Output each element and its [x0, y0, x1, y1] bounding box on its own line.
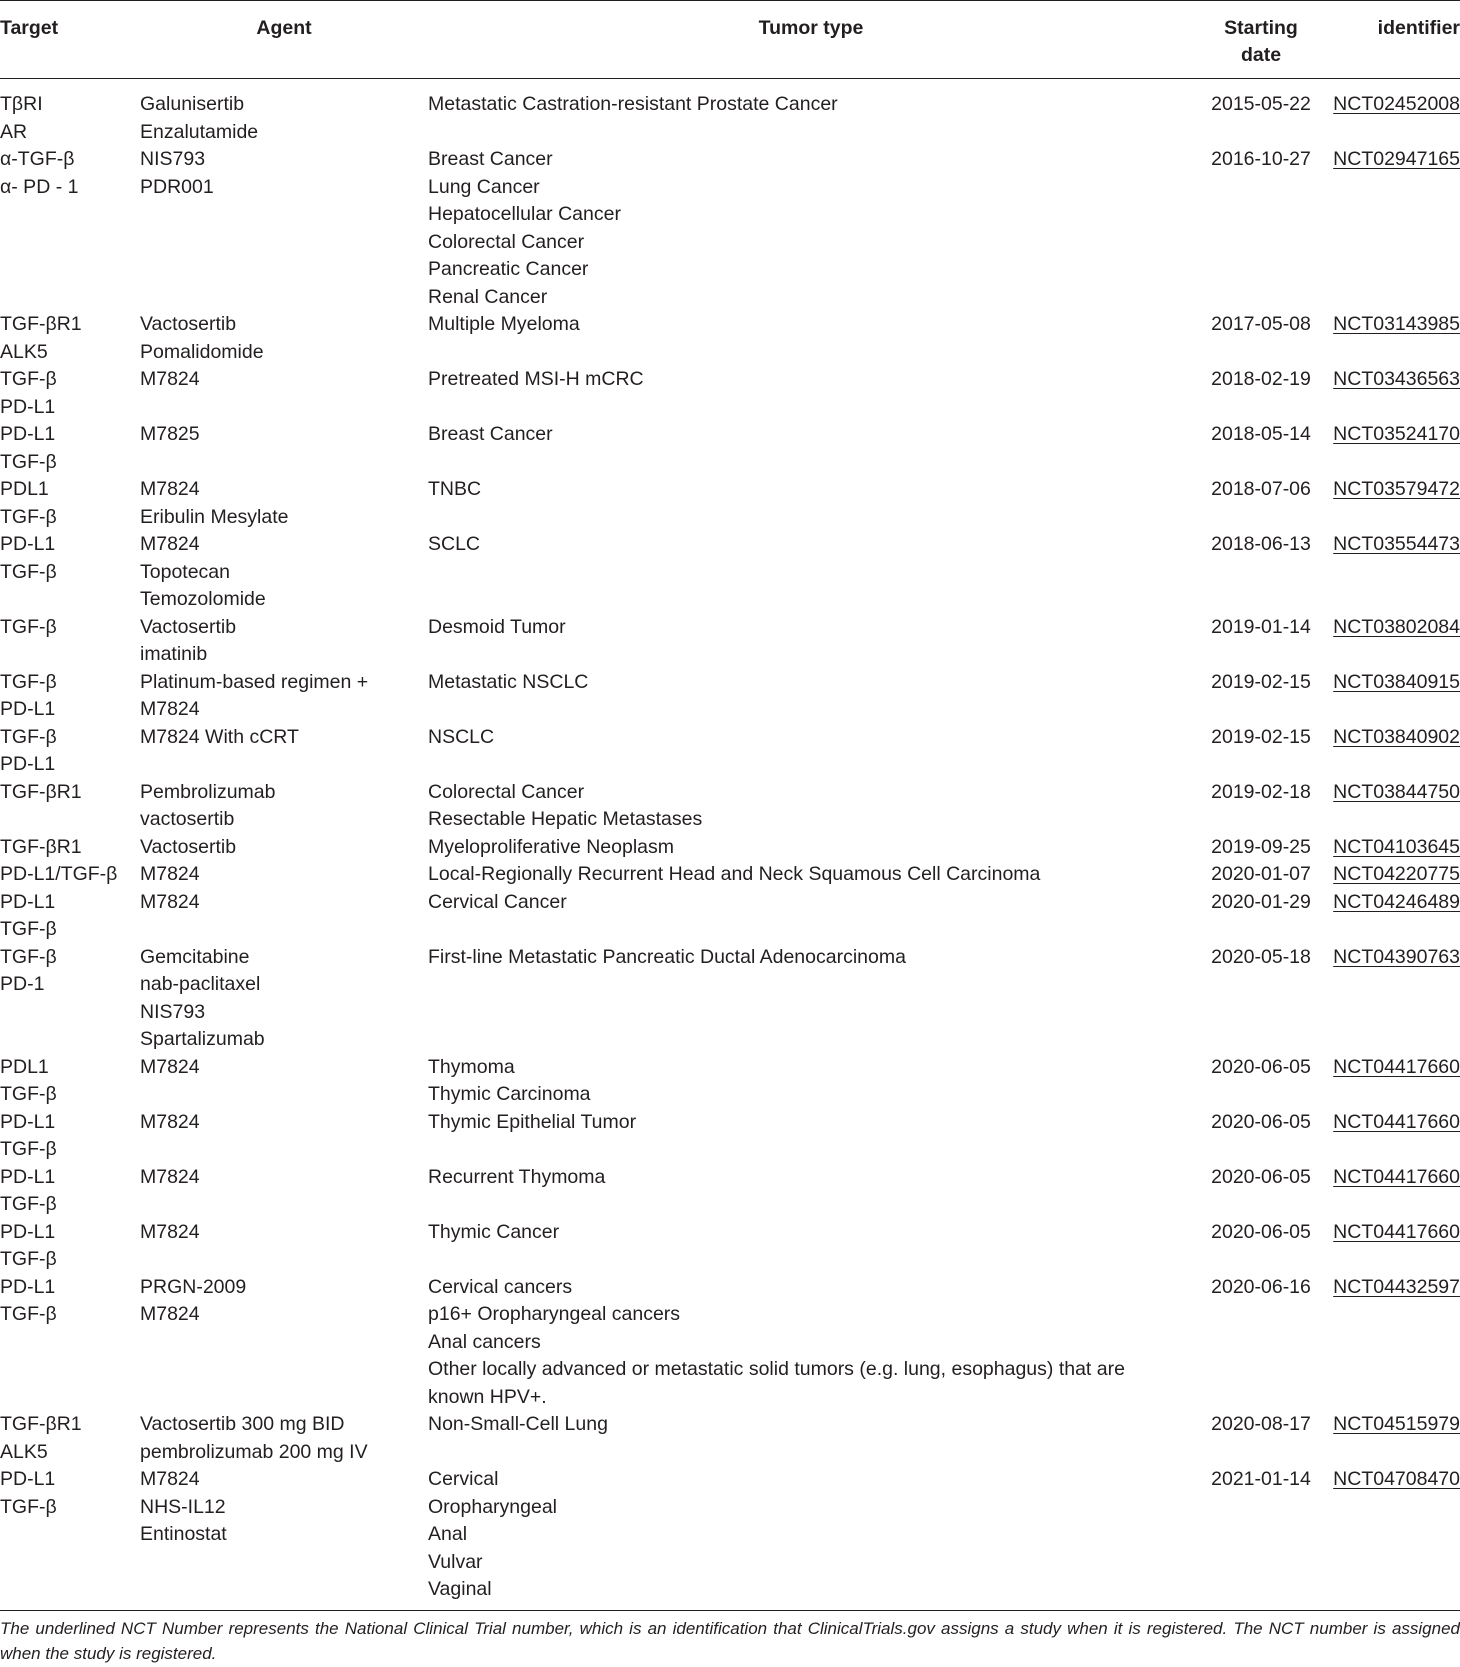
target-cell-line: TGF-βR1: [0, 780, 82, 803]
tumor-type-cell: [428, 834, 1194, 862]
target-cell-line: PD-L1: [0, 1110, 56, 1133]
header-tumor-type: Tumor type: [428, 1, 1194, 79]
agent-cell: [140, 1274, 428, 1412]
agent-cell: [140, 861, 428, 889]
table-row: [0, 1109, 1460, 1164]
starting-date-cell: 2020-01-29: [1211, 890, 1311, 913]
agent-cell-line: M7825: [140, 423, 200, 445]
starting-date-cell: 2020-06-05: [1211, 1165, 1311, 1188]
target-cell-line: α-TGF-β: [0, 148, 75, 170]
starting-date-cell: 2021-01-14: [1211, 1468, 1311, 1490]
target-cell: [0, 1219, 140, 1274]
identifier-cell: [1328, 944, 1460, 1054]
target-cell-line: PD-L1: [0, 423, 56, 445]
target-cell-line: TGF-β: [0, 918, 57, 940]
tumor-type-cell-line: Pretreated MSI-H mCRC: [428, 368, 644, 390]
tumor-type-cell-line: Thymoma: [428, 1055, 515, 1078]
starting-date-cell: 2016-10-27: [1211, 148, 1311, 170]
target-cell: [0, 889, 140, 944]
starting-date-cell: 2020-06-05: [1211, 1220, 1311, 1243]
agent-cell: [140, 724, 428, 779]
agent-cell-line: M7824: [140, 1220, 200, 1243]
identifier-cell: [1328, 1054, 1460, 1109]
target-cell-line: PD-L1: [0, 533, 56, 555]
target-cell-line: α- PD - 1: [0, 175, 79, 198]
table-row: [0, 476, 1460, 531]
agent-cell-line: Eribulin Mesylate: [140, 505, 289, 528]
table-footnote: The underlined NCT Number represents the National Clinical Trial number, which is an identification that ClinicalTrials.gov assigns a study when it is registered. The NCT number is assigned when the study is registered.: [0, 1619, 1460, 1663]
tumor-type-cell: [428, 79, 1194, 147]
identifier-cell: [1328, 861, 1460, 889]
identifier-cell: [1328, 421, 1460, 476]
agent-cell-line: PRGN-2009: [140, 1275, 247, 1298]
agent-cell: [140, 669, 428, 724]
starting-date-cell: 2017-05-08: [1211, 313, 1311, 335]
tumor-type-cell: [428, 1109, 1194, 1164]
agent-cell-line: Platinum-based regimen +: [140, 670, 369, 693]
identifier-cell: [1328, 1274, 1460, 1412]
agent-cell-line: Pembrolizumab: [140, 780, 276, 803]
target-cell: [0, 669, 140, 724]
agent-cell-line: Entinostat: [140, 1523, 227, 1545]
tumor-type-cell: [428, 861, 1194, 889]
starting-date-cell: 2019-01-14: [1211, 615, 1311, 638]
tumor-type-cell: [428, 1219, 1194, 1274]
table-bottom-rule: [0, 1610, 1460, 1611]
target-cell-line: TGF-β: [0, 1248, 57, 1270]
nct-identifier-link[interactable]: NCT02452008: [1333, 93, 1460, 115]
target-cell-line: PD-L1: [0, 1165, 56, 1188]
tumor-type-cell-line: Vulvar: [428, 1550, 483, 1573]
agent-cell-line: Vactosertib 300 mg BID: [140, 1413, 345, 1435]
identifier-cell: [1328, 669, 1460, 724]
identifier-cell: [1328, 1411, 1460, 1466]
starting-date-cell: 2019-02-15: [1211, 725, 1311, 748]
header-target: Target: [0, 1, 140, 79]
tumor-type-cell-line: Thymic Epithelial Tumor: [428, 1110, 637, 1133]
target-cell-line: TGF-βR1: [0, 835, 82, 858]
target-cell: [0, 834, 140, 862]
tumor-type-cell: [428, 146, 1194, 311]
tumor-type-cell: [428, 1411, 1194, 1466]
target-cell-line: TGF-β: [0, 615, 57, 638]
target-cell-line: TGF-β: [0, 1495, 57, 1518]
agent-cell: [140, 1219, 428, 1274]
identifier-cell: [1328, 531, 1460, 614]
agent-cell: [140, 834, 428, 862]
table-row: [0, 1054, 1460, 1109]
tumor-type-cell-line: Myeloproliferative Neoplasm: [428, 835, 675, 858]
table-row: [0, 614, 1460, 669]
identifier-cell: [1328, 476, 1460, 531]
identifier-cell: [1328, 834, 1460, 862]
target-cell: [0, 421, 140, 476]
identifier-cell: [1328, 366, 1460, 421]
agent-cell: [140, 1054, 428, 1109]
nct-identifier-link[interactable]: NCT03524170: [1333, 423, 1460, 445]
agent-cell: [140, 1466, 428, 1610]
target-cell: [0, 311, 140, 366]
tumor-type-cell: [428, 366, 1194, 421]
tumor-type-cell-line: Breast Cancer: [428, 423, 553, 445]
agent-cell-line: Gemcitabine: [140, 945, 250, 968]
table-row: [0, 1274, 1460, 1412]
nct-identifier-link[interactable]: NCT04432597: [1333, 1275, 1460, 1298]
table-row: [0, 531, 1460, 614]
table-header-row: [0, 1, 1460, 79]
tumor-type-cell-line: Hepatocellular Cancer: [428, 203, 621, 225]
tumor-type-cell-line: Anal: [428, 1523, 468, 1545]
table-row: [0, 1219, 1460, 1274]
identifier-cell: [1328, 889, 1460, 944]
agent-cell: [140, 531, 428, 614]
identifier-cell: [1328, 1109, 1460, 1164]
tumor-type-cell-line: Recurrent Thymoma: [428, 1165, 606, 1188]
tumor-type-cell: [428, 669, 1194, 724]
table-row: [0, 724, 1460, 779]
nct-identifier-link[interactable]: NCT04417660: [1333, 1110, 1460, 1133]
target-cell-line: TGF-βR1: [0, 313, 82, 335]
table-row: [0, 834, 1460, 862]
nct-identifier-link[interactable]: NCT04417660: [1333, 1220, 1460, 1243]
agent-cell-line: Temozolomide: [140, 588, 266, 610]
starting-date-cell: 2020-06-05: [1211, 1055, 1311, 1078]
tumor-type-cell: [428, 1164, 1194, 1219]
agent-cell-line: M7824: [140, 1165, 200, 1188]
header-starting-date: [1194, 1, 1328, 79]
starting-date-cell: 2019-02-15: [1211, 670, 1311, 693]
nct-identifier-link[interactable]: NCT03436563: [1333, 368, 1460, 390]
tumor-type-cell-line: First-line Metastatic Pancreatic Ductal Adenocarcinoma: [428, 945, 906, 968]
agent-cell-line: Vactosertib: [140, 615, 237, 638]
target-cell-line: PD-L1: [0, 1275, 56, 1298]
target-cell: [0, 79, 140, 147]
target-cell-line: PD-1: [0, 973, 45, 995]
tumor-type-cell-line: Vaginal: [428, 1578, 492, 1600]
nct-identifier-link[interactable]: NCT04417660: [1333, 1165, 1460, 1188]
table-row: [0, 421, 1460, 476]
agent-cell-line: Topotecan: [140, 560, 230, 583]
agent-cell-line: M7824: [140, 478, 200, 500]
agent-cell-line: Enzalutamide: [140, 120, 259, 143]
agent-cell: [140, 366, 428, 421]
agent-cell-line: Vactosertib: [140, 835, 237, 858]
agent-cell: [140, 311, 428, 366]
tumor-type-cell: [428, 1274, 1194, 1412]
table-body: [0, 79, 1460, 1610]
tumor-type-cell-line: Thymic Carcinoma: [428, 1083, 591, 1105]
tumor-type-cell-line: Resectable Hepatic Metastases: [428, 808, 703, 830]
tumor-type-cell-line: Pancreatic Cancer: [428, 258, 589, 280]
nct-identifier-link[interactable]: NCT03840915: [1333, 670, 1460, 693]
starting-date-cell: 2020-06-16: [1211, 1275, 1311, 1298]
tumor-type-cell-line: p16+ Oropharyngeal cancers: [428, 1303, 681, 1325]
tumor-type-cell-line: Multiple Myeloma: [428, 313, 580, 335]
tumor-type-cell: [428, 614, 1194, 669]
target-cell: [0, 366, 140, 421]
target-cell-line: TGF-β: [0, 1138, 57, 1160]
table-row: [0, 889, 1460, 944]
starting-date-cell: 2020-08-17: [1211, 1413, 1311, 1435]
identifier-cell: [1328, 724, 1460, 779]
target-cell: [0, 1466, 140, 1610]
target-cell-line: PDL1: [0, 1055, 49, 1078]
target-cell: [0, 1054, 140, 1109]
tumor-type-cell-line: Cervical: [428, 1468, 499, 1490]
tumor-type-cell-line: NSCLC: [428, 725, 495, 748]
header-agent: Agent: [140, 1, 428, 79]
tumor-type-cell-line: Cervical Cancer: [428, 890, 567, 913]
identifier-cell: [1328, 311, 1460, 366]
nct-identifier-link[interactable]: NCT04246489: [1333, 890, 1460, 913]
table-row: [0, 1164, 1460, 1219]
agent-cell-line: vactosertib: [140, 808, 235, 830]
table-row: [0, 79, 1460, 147]
header-identifier: identifier: [1328, 1, 1460, 79]
agent-cell: [140, 146, 428, 311]
agent-cell-line: M7824: [140, 1110, 200, 1133]
tumor-type-cell: [428, 944, 1194, 1054]
tumor-type-cell: [428, 724, 1194, 779]
tumor-type-cell-line: Desmoid Tumor: [428, 615, 566, 638]
tumor-type-cell-line: Colorectal Cancer: [428, 780, 585, 803]
target-cell: [0, 861, 140, 889]
agent-cell: [140, 889, 428, 944]
table-row: [0, 146, 1460, 311]
starting-date-cell: 2018-02-19: [1211, 368, 1311, 390]
starting-date-cell: 2020-05-18: [1211, 945, 1311, 968]
target-cell-line: AR: [0, 120, 28, 143]
nct-identifier-link[interactable]: NCT04220775: [1333, 863, 1460, 885]
agent-cell: [140, 944, 428, 1054]
nct-identifier-link[interactable]: NCT02947165: [1333, 148, 1460, 170]
tumor-type-cell-line: Oropharyngeal: [428, 1495, 557, 1518]
table-row: [0, 366, 1460, 421]
target-cell-line: TGF-β: [0, 725, 57, 748]
tumor-type-cell-line: Local-Regionally Recurrent Head and Neck Squamous Cell Carcinoma: [428, 863, 1041, 885]
agent-cell-line: M7824: [140, 368, 200, 390]
tumor-type-cell-line: Anal cancers: [428, 1330, 541, 1353]
tumor-type-cell-line: TNBC: [428, 478, 482, 500]
tumor-type-cell-line: Renal Cancer: [428, 285, 548, 308]
tumor-type-cell: [428, 1054, 1194, 1109]
nct-identifier-link[interactable]: NCT03840902: [1333, 725, 1460, 748]
starting-date-cell: 2020-01-07: [1211, 863, 1311, 885]
agent-cell: [140, 1411, 428, 1466]
target-cell-line: PD-L1/TGF-β: [0, 863, 118, 885]
starting-date-cell: 2015-05-22: [1211, 93, 1311, 115]
tumor-type-cell: [428, 311, 1194, 366]
target-cell: [0, 724, 140, 779]
target-cell: [0, 531, 140, 614]
identifier-cell: [1328, 614, 1460, 669]
agent-cell-line: Spartalizumab: [140, 1028, 265, 1050]
target-cell: [0, 1274, 140, 1412]
agent-cell-line: nab-paclitaxel: [140, 973, 261, 995]
nct-identifier-link[interactable]: NCT04708470: [1333, 1468, 1460, 1490]
tumor-type-cell: [428, 531, 1194, 614]
identifier-cell: [1328, 146, 1460, 311]
tumor-type-cell-line: Metastatic Castration-resistant Prostate Cancer: [428, 93, 838, 115]
agent-cell-line: M7824: [140, 1468, 200, 1490]
identifier-cell: [1328, 1466, 1460, 1610]
target-cell: [0, 779, 140, 834]
table-row: [0, 669, 1460, 724]
tumor-type-cell: [428, 476, 1194, 531]
agent-cell: [140, 476, 428, 531]
target-cell-line: TGF-β: [0, 560, 57, 583]
target-cell: [0, 146, 140, 311]
agent-cell: [140, 779, 428, 834]
identifier-cell: [1328, 779, 1460, 834]
target-cell: [0, 614, 140, 669]
table-row: [0, 311, 1460, 366]
agent-cell-line: M7824: [140, 533, 200, 555]
target-cell-line: TGF-β: [0, 1303, 57, 1325]
identifier-cell: [1328, 79, 1460, 147]
nct-identifier-link[interactable]: NCT03844750: [1333, 780, 1460, 803]
target-cell-line: PDL1: [0, 478, 49, 500]
agent-cell-line: PDR001: [140, 175, 214, 198]
nct-identifier-link[interactable]: NCT03579472: [1333, 478, 1460, 500]
agent-cell-line: Galunisertib: [140, 93, 245, 115]
target-cell-line: PD-L1: [0, 890, 56, 913]
target-cell-line: TGF-β: [0, 505, 57, 528]
agent-cell: [140, 421, 428, 476]
target-cell-line: TGF-β: [0, 368, 57, 390]
tumor-type-cell-line: Other locally advanced or metastatic solid tumors (e.g. lung, esophagus) that are known HPV+.: [428, 1358, 1125, 1408]
target-cell-line: TβRI: [0, 93, 43, 115]
identifier-cell: [1328, 1164, 1460, 1219]
table-row: [0, 861, 1460, 889]
tumor-type-cell: [428, 421, 1194, 476]
target-cell-line: PD-L1: [0, 753, 56, 775]
target-cell-line: PD-L1: [0, 698, 56, 720]
target-cell-line: TGF-β: [0, 1193, 57, 1215]
tumor-type-cell-line: Metastatic NSCLC: [428, 670, 589, 693]
agent-cell: [140, 79, 428, 147]
agent-cell-line: M7824: [140, 1055, 200, 1078]
agent-cell-line: M7824: [140, 890, 200, 913]
tumor-type-cell-line: Thymic Cancer: [428, 1220, 560, 1243]
nct-identifier-link[interactable]: NCT04515979: [1333, 1413, 1460, 1435]
agent-cell: [140, 614, 428, 669]
nct-identifier-link[interactable]: NCT03802084: [1333, 615, 1460, 638]
target-cell: [0, 1164, 140, 1219]
agent-cell-line: NIS793: [140, 148, 206, 170]
agent-cell-line: pembrolizumab 200 mg IV: [140, 1440, 368, 1463]
target-cell: [0, 1109, 140, 1164]
nct-identifier-link[interactable]: NCT04103645: [1333, 835, 1460, 858]
target-cell-line: TGF-β: [0, 670, 57, 693]
agent-cell-line: M7824 With cCRT: [140, 725, 299, 748]
starting-date-cell: 2018-07-06: [1211, 478, 1311, 500]
target-cell-line: PD-L1: [0, 395, 56, 418]
identifier-cell: [1328, 1219, 1460, 1274]
tumor-type-cell: [428, 1466, 1194, 1610]
tumor-type-cell: [428, 779, 1194, 834]
tumor-type-cell-line: SCLC: [428, 533, 481, 555]
nct-identifier-link[interactable]: NCT03554473: [1333, 533, 1460, 555]
agent-cell-line: M7824: [140, 1303, 200, 1325]
agent-cell: [140, 1164, 428, 1219]
header-starting-date-line1: Starting: [1224, 17, 1298, 39]
nct-identifier-link[interactable]: NCT04390763: [1333, 945, 1460, 968]
table-row: [0, 779, 1460, 834]
tumor-type-cell-line: Cervical cancers: [428, 1275, 573, 1298]
agent-cell-line: NIS793: [140, 1000, 206, 1023]
target-cell-line: ALK5: [0, 1440, 48, 1463]
nct-identifier-link[interactable]: NCT04417660: [1333, 1055, 1460, 1078]
agent-cell-line: M7824: [140, 863, 200, 885]
tumor-type-cell-line: Breast Cancer: [428, 148, 553, 170]
table-row: [0, 1411, 1460, 1466]
agent-cell-line: Pomalidomide: [140, 340, 264, 363]
header-starting-date-line2: date: [1240, 44, 1282, 66]
starting-date-cell: 2018-06-13: [1211, 533, 1311, 555]
target-cell-line: ALK5: [0, 340, 48, 363]
tumor-type-cell-line: Lung Cancer: [428, 175, 540, 198]
target-cell: [0, 476, 140, 531]
agent-cell-line: Vactosertib: [140, 313, 237, 335]
target-cell-line: TGF-β: [0, 450, 57, 473]
tumor-type-cell: [428, 889, 1194, 944]
starting-date-cell: 2019-02-18: [1211, 780, 1311, 803]
target-cell: [0, 1411, 140, 1466]
starting-date-cell: 2018-05-14: [1211, 423, 1311, 445]
agent-cell-line: NHS-IL12: [140, 1495, 226, 1518]
tumor-type-cell-line: Colorectal Cancer: [428, 230, 585, 253]
starting-date-cell: 2019-09-25: [1211, 835, 1311, 858]
starting-date-cell: 2020-06-05: [1211, 1110, 1311, 1133]
tumor-type-cell-line: Non-Small-Cell Lung: [428, 1413, 608, 1435]
target-cell-line: TGF-β: [0, 945, 57, 968]
nct-identifier-link[interactable]: NCT03143985: [1333, 313, 1460, 335]
table-row: [0, 1466, 1460, 1610]
target-cell-line: PD-L1: [0, 1468, 56, 1490]
agent-cell: [140, 1109, 428, 1164]
agent-cell-line: M7824: [140, 698, 200, 720]
target-cell: [0, 944, 140, 1054]
table-row: [0, 944, 1460, 1054]
target-cell-line: TGF-βR1: [0, 1413, 82, 1435]
agent-cell-line: imatinib: [140, 643, 208, 665]
target-cell-line: PD-L1: [0, 1220, 56, 1243]
target-cell-line: TGF-β: [0, 1083, 57, 1105]
